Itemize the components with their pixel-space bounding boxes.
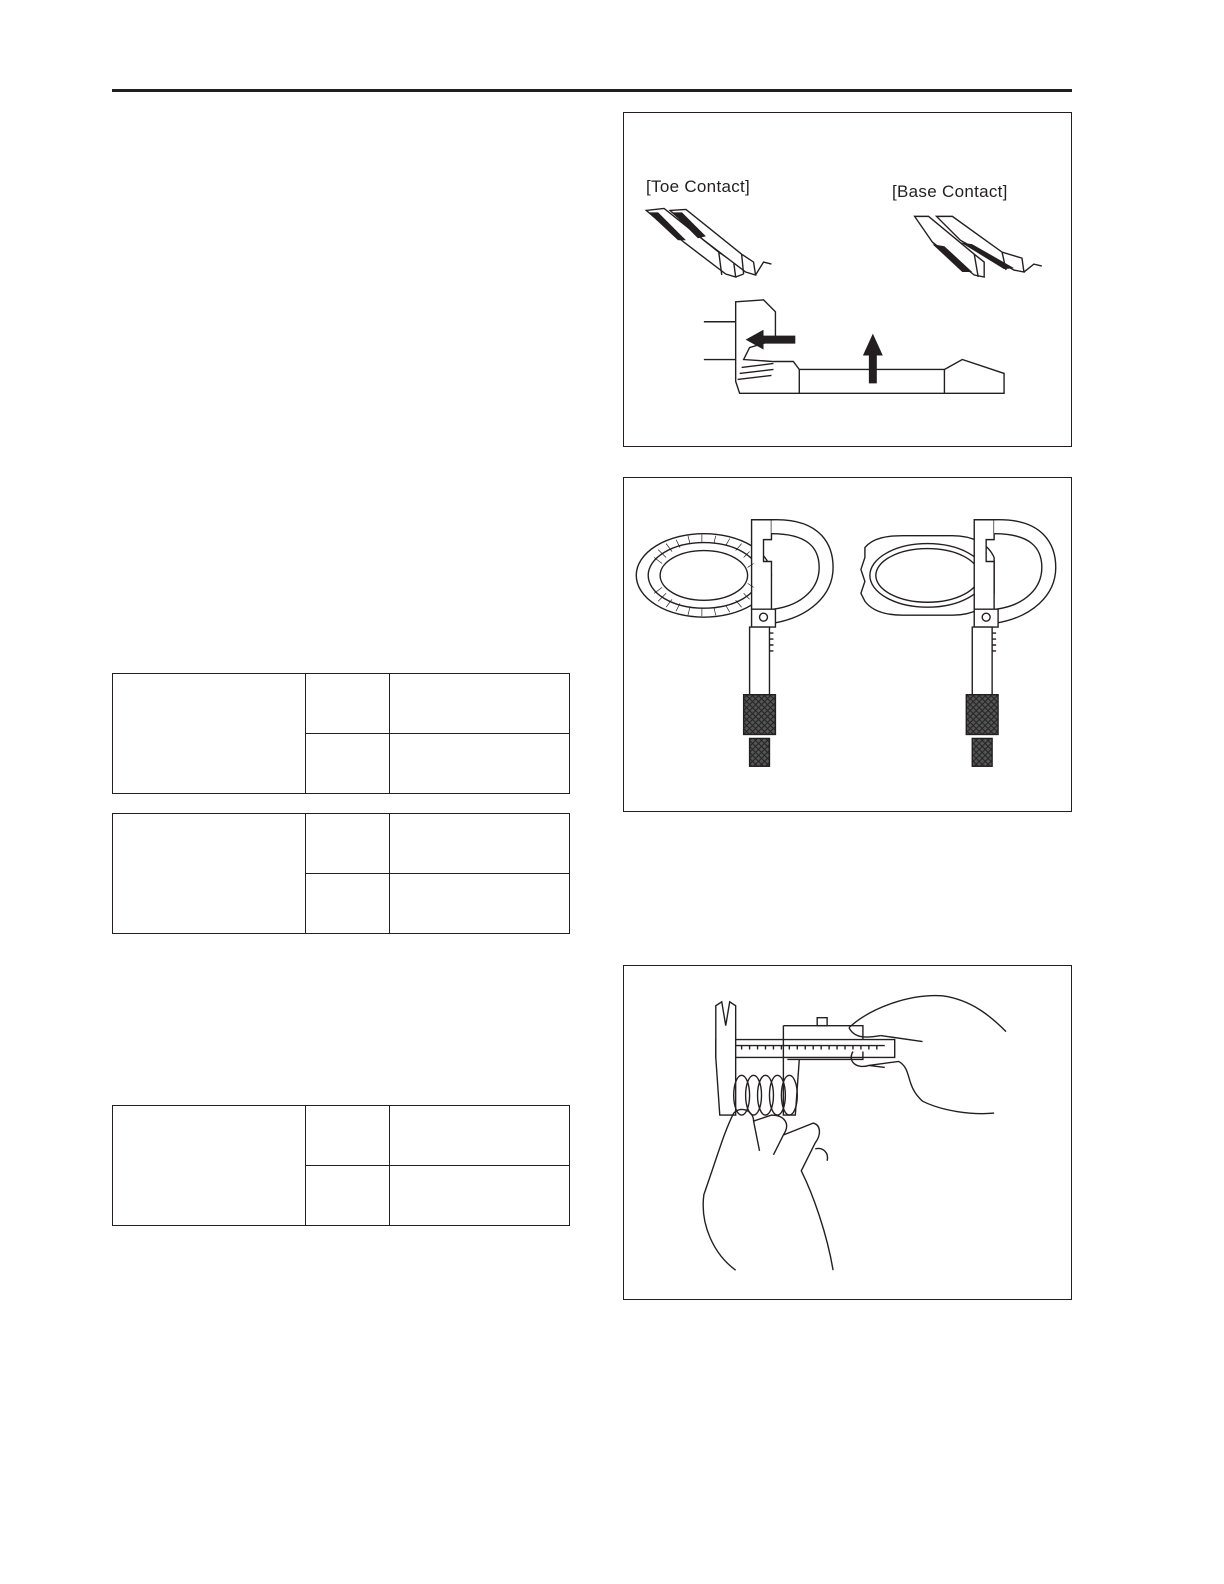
figure-caliper-spring [623, 965, 1072, 1300]
table-cell-item [113, 1106, 306, 1226]
table-cell-value [390, 1166, 570, 1226]
spec-table-1 [112, 673, 570, 794]
caliper-illustration [624, 966, 1071, 1299]
table-cell-label [306, 674, 390, 734]
table-cell-label [306, 874, 390, 934]
gear-contact-illustration [624, 113, 1071, 446]
toe-contact-label: [Toe Contact] [646, 177, 751, 196]
table-cell-value [390, 814, 570, 874]
table-cell-label [306, 1106, 390, 1166]
table-cell-item [113, 674, 306, 794]
header-rule [112, 89, 1072, 92]
figure-gear-contact [623, 112, 1072, 447]
up-arrow-icon [863, 334, 883, 384]
table-cell-label [306, 734, 390, 794]
table-cell-value [390, 874, 570, 934]
table-cell-label [306, 814, 390, 874]
table-cell-value [390, 734, 570, 794]
spec-table-3 [112, 1105, 570, 1226]
table-cell-value [390, 1106, 570, 1166]
micrometer-illustration [624, 478, 1071, 811]
spec-table-2 [112, 813, 570, 934]
base-contact-label: [Base Contact] [892, 182, 1008, 201]
table-cell-label [306, 1166, 390, 1226]
figure-micrometer-discs [623, 477, 1072, 812]
table-cell-value [390, 674, 570, 734]
table-cell-item [113, 814, 306, 934]
